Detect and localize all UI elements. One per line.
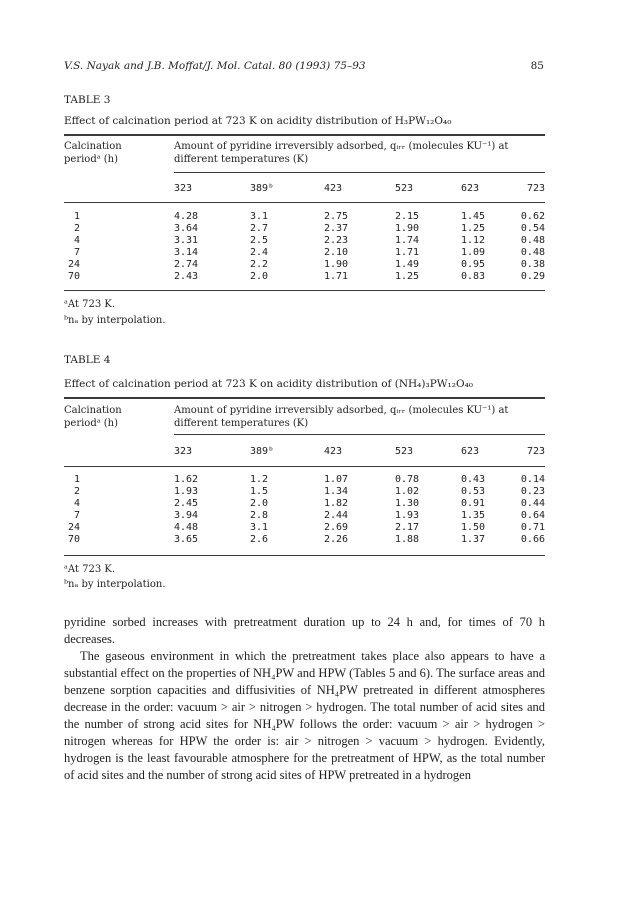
value-cell: 4.48 [174,522,199,533]
group-header-line1: Amount of pyridine irreversibly adsorbed, qᵢᵣᵣ (molecules KU⁻¹) at [174,405,509,416]
value-cell: 2.17 [395,522,420,533]
period-cell: 2 [73,486,80,497]
table-4-temp-header: 523 [395,446,414,457]
value-cell: 1.71 [395,247,420,258]
table-row [64,235,545,247]
page-number: 85 [530,60,544,72]
value-cell: 2.45 [174,498,199,509]
period-cell: 70 [67,534,80,545]
table-4-header-rule [64,466,545,467]
value-cell: 0.64 [520,510,545,521]
value-cell: 1.37 [461,534,486,545]
running-head: V.S. Nayak and J.B. Moffat/J. Mol. Catal. 80 (1993) 75–93 [64,60,366,72]
value-cell: 0.43 [461,474,486,485]
col0-header-line2: periodᵃ (h) [64,418,118,429]
table-3-temp-header: 523 [395,183,414,194]
table-4-temp-header: 323 [174,446,193,457]
value-cell: 2.6 [250,534,269,545]
value-cell: 1.90 [395,223,420,234]
table-3-group-header [174,140,508,166]
table-4-temp-header: 389ᵇ [250,446,275,457]
period-cell: 1 [73,211,80,222]
value-cell: 1.93 [174,486,199,497]
value-cell: 2.74 [174,259,199,270]
value-cell: 1.45 [461,211,486,222]
table-row [64,510,545,522]
col0-header-line2: periodᵃ (h) [64,154,118,165]
table-4-temp-header: 723 [526,446,545,457]
value-cell: 2.69 [324,522,349,533]
table-4-group-header [174,404,508,430]
table-4-caption: Effect of calcination period at 723 K on acidity distribution of (NH₄)₃PW₁₂O₄₀ [64,378,473,390]
table-4-col0-header [64,404,122,430]
value-cell: 1.30 [395,498,420,509]
value-cell: 0.48 [520,247,545,258]
value-cell: 0.48 [520,235,545,246]
value-cell: 0.38 [520,259,545,270]
paragraph-2: The gaseous environment in which the pretreatment takes place also appears to have a substantial effect on the properties of NH₄PW and HPW (Tables 5 and 6). The surface areas and benzene sorption capacities and diffusivities of NH₄PW pretreated in different atmospheres decrease in the order: vacuum > air > nitrogen > hydrogen. The total number of acid sites and the number of strong acid sites for NH₄PW follows the order: vacuum > air > hydrogen > nitrogen whereas for HPW the order is: air > nitrogen > vacuum > hydrogen. Evidently, hydrogen is the least favourable atmosphere for the pretreatment of HPW, as the total number of acid sites and the number of strong acid sites of HPW pretreated in a hydrogen [64,649,545,782]
value-cell: 1.5 [250,486,269,497]
period-cell: 4 [73,235,80,246]
value-cell: 2.26 [324,534,349,545]
value-cell: 0.53 [461,486,486,497]
value-cell: 0.66 [520,534,545,545]
value-cell: 2.8 [250,510,269,521]
value-cell: 2.0 [250,271,269,282]
value-cell: 2.43 [174,271,199,282]
value-cell: 2.23 [324,235,349,246]
value-cell: 1.34 [324,486,349,497]
table-3-temp-header: 723 [526,183,545,194]
value-cell: 1.93 [395,510,420,521]
table-3-temp-header: 389ᵇ [250,183,275,194]
table-row [64,522,545,534]
table-3-footnote-a: ᵃAt 723 K. [64,299,116,310]
value-cell: 0.95 [461,259,486,270]
value-cell: 3.65 [174,534,199,545]
value-cell: 2.7 [250,223,269,234]
value-cell: 1.82 [324,498,349,509]
value-cell: 3.1 [250,211,269,222]
value-cell: 1.12 [461,235,486,246]
value-cell: 3.14 [174,247,199,258]
group-header-line1: Amount of pyridine irreversibly adsorbed, qᵢᵣᵣ (molecules KU⁻¹) at [174,141,509,152]
value-cell: 1.25 [461,223,486,234]
table-row [64,259,545,271]
value-cell: 0.14 [520,474,545,485]
period-cell: 7 [73,247,80,258]
col0-header-line1: Calcination [64,141,122,152]
value-cell: 0.91 [461,498,486,509]
table-4-bottom-rule [64,555,545,556]
period-cell: 1 [73,474,80,485]
table-4-footnote-b: ᵇnₐ by interpolation. [64,579,166,590]
period-cell: 4 [73,498,80,509]
table-4-label: TABLE 4 [64,354,111,366]
value-cell: 3.94 [174,510,199,521]
value-cell: 2.37 [324,223,349,234]
value-cell: 2.10 [324,247,349,258]
table-3-bottom-rule [64,290,545,291]
value-cell: 0.83 [461,271,486,282]
value-cell: 2.15 [395,211,420,222]
value-cell: 2.75 [324,211,349,222]
running-header [64,60,544,76]
value-cell: 1.71 [324,271,349,282]
value-cell: 1.90 [324,259,349,270]
value-cell: 1.09 [461,247,486,258]
value-cell: 3.1 [250,522,269,533]
paragraph-1: pyridine sorbed increases with pretreatment duration up to 24 h and, for times of 70 h decreases. [64,615,545,646]
table-row [64,223,545,235]
table-3-col0-header [64,140,122,166]
value-cell: 0.78 [395,474,420,485]
table-row [64,534,545,546]
period-cell: 2 [73,223,80,234]
value-cell: 1.07 [324,474,349,485]
table-4-group-rule [174,434,545,435]
value-cell: 1.35 [461,510,486,521]
col0-header-line1: Calcination [64,405,122,416]
value-cell: 0.62 [520,211,545,222]
table-4-top-rule [64,397,545,399]
value-cell: 0.71 [520,522,545,533]
table-4-temp-header: 423 [324,446,343,457]
table-3-footnote-b: ᵇnₐ by interpolation. [64,315,166,326]
table-row [64,211,545,223]
value-cell: 1.2 [250,474,269,485]
value-cell: 2.4 [250,247,269,258]
group-header-line2: different temperatures (K) [174,418,309,429]
value-cell: 1.49 [395,259,420,270]
value-cell: 4.28 [174,211,199,222]
table-3-group-rule [174,172,545,173]
table-row [64,486,545,498]
group-header-line2: different temperatures (K) [174,154,309,165]
table-row [64,474,545,486]
table-3-header-rule [64,202,545,203]
table-3-temp-header: 623 [461,183,480,194]
value-cell: 1.50 [461,522,486,533]
table-3-temp-header: 323 [174,183,193,194]
value-cell: 0.54 [520,223,545,234]
table-4-temp-header: 623 [461,446,480,457]
table-3-top-rule [64,134,545,136]
body-text [64,614,545,784]
value-cell: 3.64 [174,223,199,234]
table-row [64,498,545,510]
period-cell: 7 [73,510,80,521]
value-cell: 3.31 [174,235,199,246]
table-4-footnote-a: ᵃAt 723 K. [64,564,116,575]
table-3-label: TABLE 3 [64,94,111,106]
value-cell: 0.23 [520,486,545,497]
value-cell: 2.44 [324,510,349,521]
value-cell: 2.2 [250,259,269,270]
value-cell: 0.29 [520,271,545,282]
value-cell: 1.62 [174,474,199,485]
value-cell: 1.25 [395,271,420,282]
value-cell: 2.5 [250,235,269,246]
table-3-temp-header: 423 [324,183,343,194]
value-cell: 1.74 [395,235,420,246]
period-cell: 24 [67,259,80,270]
value-cell: 1.02 [395,486,420,497]
value-cell: 0.44 [520,498,545,509]
table-row [64,247,545,259]
table-row [64,271,545,283]
value-cell: 2.0 [250,498,269,509]
period-cell: 70 [67,271,80,282]
value-cell: 1.88 [395,534,420,545]
period-cell: 24 [67,522,80,533]
table-3-caption: Effect of calcination period at 723 K on acidity distribution of H₃PW₁₂O₄₀ [64,115,452,127]
